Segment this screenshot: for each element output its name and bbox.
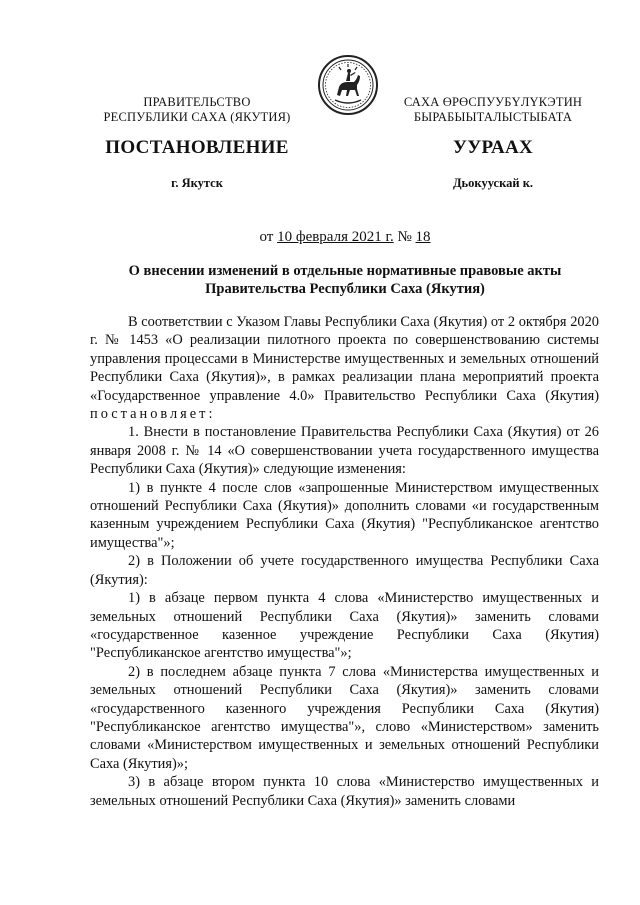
header-left-line2: РЕСПУБЛИКИ САХА (ЯКУТИЯ) bbox=[103, 110, 291, 124]
body-paragraph: 1) в пункте 4 после слов «запрошенные Министерством имущественных отношений Республики Саха (Якутия)» дополнить словами «и государственным казенным учреждением Республики Саха (Якутия) "Республиканское агентство имущества"»; bbox=[90, 479, 599, 551]
city-label-ru: г. Якутск bbox=[171, 176, 223, 190]
body-paragraph-spaced-word: постановляет: bbox=[90, 406, 216, 423]
body-paragraph: 2) в последнем абзаце пункта 7 слова «Министерства имущественных и земельных отношений Республики Саха (Якутия)» заменить словами «государственного казенного учреждения Республики Саха (Якутия) "Республиканское агентство имущества"», слово «Министерством» заменить словами «Министерством имущественных и земельных отношений Республики Саха (Якутия)»; bbox=[90, 663, 599, 772]
coat-of-arms-seal-icon bbox=[317, 54, 379, 116]
number-sign: № bbox=[397, 229, 412, 245]
document-number: 18 bbox=[415, 229, 431, 245]
header-right-line1: САХА ӨРӨСПУУБҮЛҮКЭТИН bbox=[403, 95, 583, 109]
body-paragraph: 1) в абзаце первом пункта 4 слова «Министерство имущественных и земельных отношений Республики Саха (Якутия)» заменить словами «государственное казенное учреждение Республики Саха (Якутия) "Республиканское агентство имущества"»; bbox=[90, 590, 599, 662]
document-subject bbox=[90, 262, 600, 298]
header-right-block bbox=[386, 95, 600, 125]
subject-line2: Правительства Республики Саха (Якутия) bbox=[205, 281, 485, 297]
document-type-title-sah: УУРААХ bbox=[452, 137, 534, 158]
body-paragraph-text: В соответствии с Указом Главы Республики Саха (Якутия) от 2 октября 2020 г. № 1453 «О реализации пилотного проекта по совершенствованию системы управления процессами в Министерстве имущественных и земельных отношений Республики Саха (Якутия)», в рамках реализации плана мероприятий проекта «Государственное управление 4.0» Правительство Республики Саха (Якутия) bbox=[90, 314, 599, 404]
city-label-sah: Дьокуускай к. bbox=[452, 176, 534, 190]
date-number-line bbox=[90, 229, 600, 246]
subject-line1: О внесении изменений в отдельные нормативные правовые акты bbox=[128, 263, 562, 279]
document-type-title-ru: ПОСТАНОВЛЕНИЕ bbox=[105, 137, 289, 158]
header-left-block bbox=[92, 95, 302, 125]
body-paragraph: 2) в Положении об учете государственного имущества Республики Саха (Якутия): bbox=[90, 553, 599, 588]
body-paragraph: 3) в абзаце втором пункта 10 слова «Министерство имущественных и земельных отношений Республики Саха (Якутия)» заменить словами bbox=[90, 774, 599, 809]
header-left-line1: ПРАВИТЕЛЬСТВО bbox=[143, 95, 251, 109]
document-body bbox=[90, 313, 599, 810]
dateline-prefix: от bbox=[259, 229, 274, 245]
body-paragraph bbox=[90, 313, 599, 423]
body-paragraph: 1. Внести в постановление Правительства Республики Саха (Якутия) от 26 января 2008 г. № 14 «О совершенствовании учета государственного имущества Республики Саха (Якутия)» следующие изменения: bbox=[90, 424, 599, 478]
header-right-line2: БЫРАБЫЫТАЛЫСТЫБАТА bbox=[413, 110, 573, 124]
document-date: 10 февраля 2021 г. bbox=[277, 229, 394, 245]
